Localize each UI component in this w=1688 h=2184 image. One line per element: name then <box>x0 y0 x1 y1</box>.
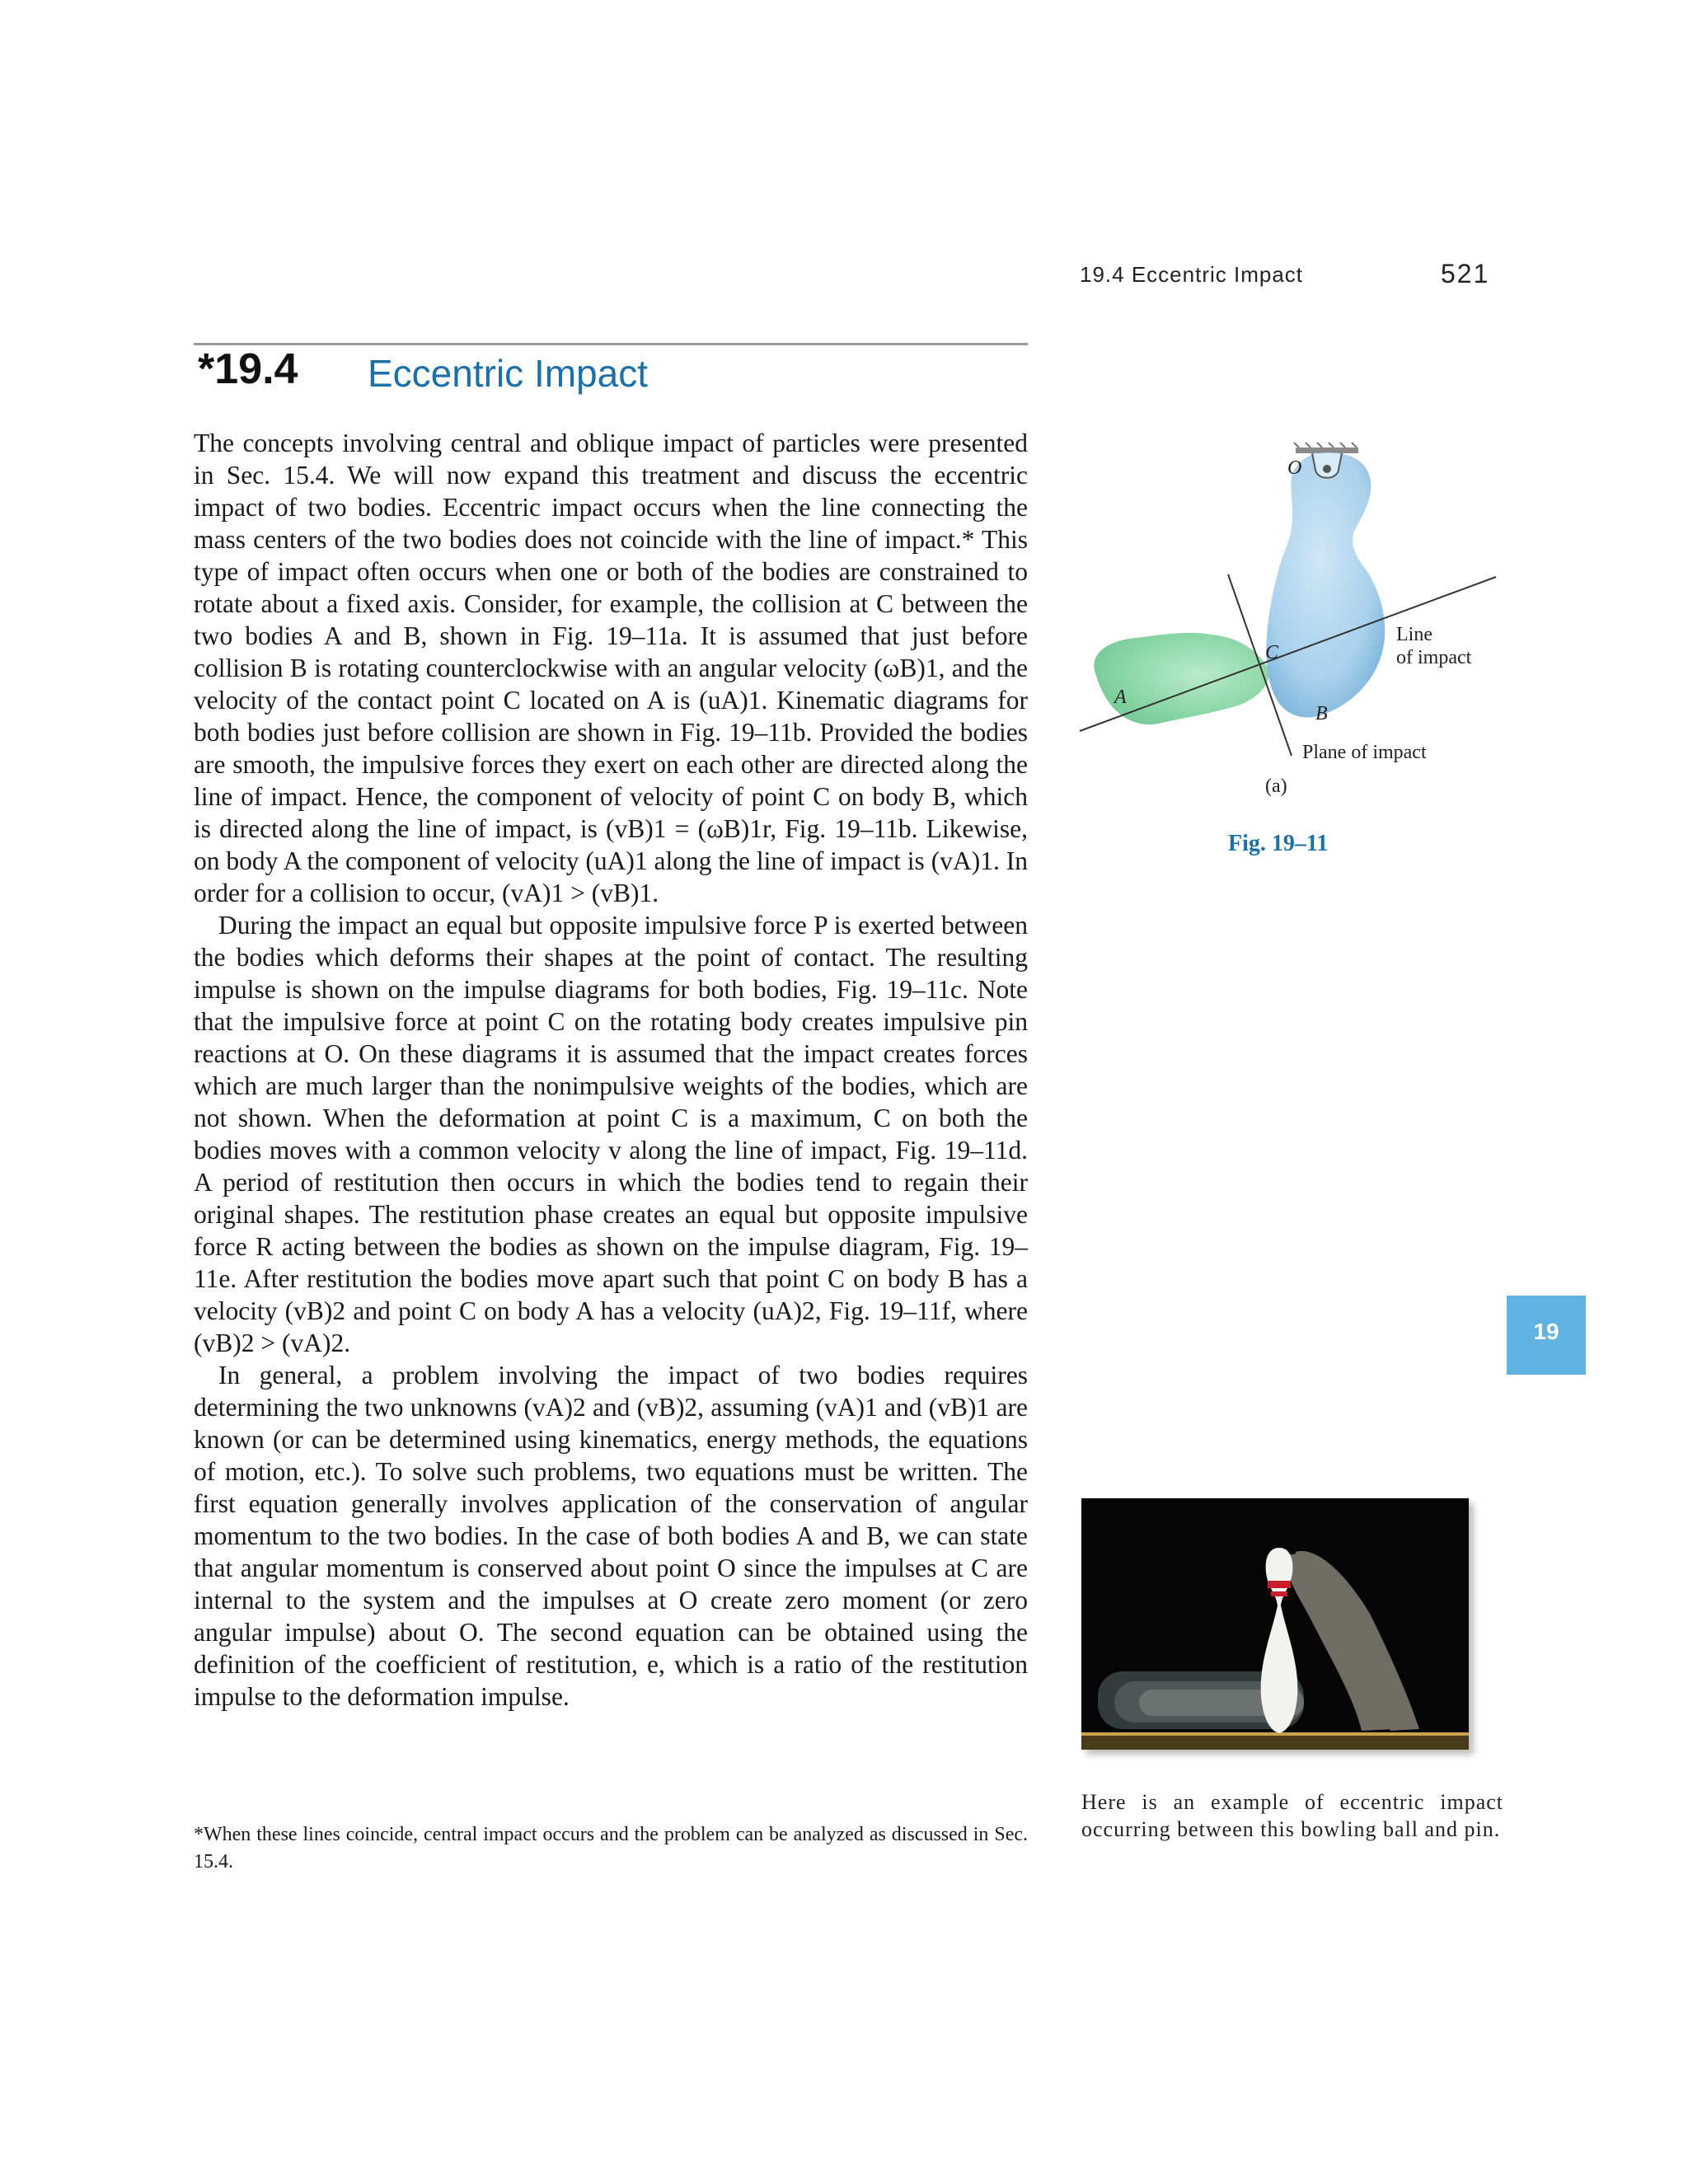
body-b-shape <box>1266 452 1385 718</box>
support-hatch <box>1294 443 1357 448</box>
figure-eccentric-impact <box>1071 433 1500 812</box>
photo-caption: Here is an example of eccentric impact occurring between this bowling ball and pin. <box>1081 1790 1503 1841</box>
body-a-shape <box>1094 633 1268 724</box>
page-number: 521 <box>1441 259 1490 288</box>
pin-circle <box>1323 465 1331 473</box>
bowling-photo <box>1081 1498 1469 1750</box>
label-line-of-impact-2: of impact <box>1396 647 1472 668</box>
paragraph-3: In general, a problem involving the impact of two bodies requires determining the two unknowns (vA)2 and (vB)2, assuming (vA)1 and (vB)1 are known (or can be determined using kinematics, energy methods, the equations of motion, etc.). To solve such problems, two equations must be written. The first equation generally involves application of the conservation of angular momentum to the two bodies. In the case of both bodies A and B, we can state that angular momentum is conserved about point O since the impulses at C are internal to the system and the impulses at O create zero moment (or zero angular impulse) about O. The second equation can be obtained using the definition of the coefficient of restitution, e, which is a ratio of the restitution impulse to the deformation impulse. <box>194 1361 1028 1711</box>
label-c: C <box>1265 642 1279 663</box>
label-a: A <box>1114 687 1127 708</box>
chapter-thumb-label: 19 <box>1533 1319 1559 1344</box>
pin-red-stripe <box>1268 1581 1291 1588</box>
paragraph-2: During the impact an equal but opposite impulsive force P is exerted between the bodies which deforms their shapes at the point of contact. The resulting impulse is shown on the impulse diagrams for both bodies, Fig. 19–11c. Note that the impulsive force at point C on the rotating body creates impulsive pin reactions at O. On these diagrams it is assumed that the impact creates forces which are much larger than the nonimpulsive weights of the bodies, which are not shown. When the deformation at point C is a maximum, C on both the bodies moves with a common velocity v along the line of impact, Fig. 19–11d. A period of restitution then occurs in which the bodies tend to regain their original shapes. The restitution phase creates an equal but opposite impulsive force R acting between the bodies as shown on the impulse diagram, Fig. 19–11e. After restitution the bodies move apart such that point C on body B has a velocity (vB)2 and point C on body A has a velocity (uA)2, Fig. 19–11f, where (vB)2 > (vA)2. <box>194 911 1028 1357</box>
pin-support <box>1296 448 1358 453</box>
section-rule <box>194 343 1028 345</box>
running-head: 19.4 Eccentric Impact <box>1080 262 1303 287</box>
label-o: O <box>1287 457 1302 479</box>
label-plane-of-impact: Plane of impact <box>1302 742 1427 763</box>
section-number: *19.4 <box>198 345 298 393</box>
chapter-thumb-tab <box>1507 1296 1586 1375</box>
bowling-photo-art <box>1081 1498 1469 1750</box>
pin-red-stripe-2 <box>1271 1591 1287 1596</box>
body-text <box>194 427 1028 1713</box>
figure-caption: Fig. 19–11 <box>1228 831 1329 856</box>
label-line-of-impact-1: Line <box>1396 624 1432 645</box>
section-title: Eccentric Impact <box>368 352 648 395</box>
label-sub-a: (a) <box>1265 776 1287 797</box>
footnote: *When these lines coincide, central impact occurs and the problem can be analyzed as discussed in Sec. 15.4. <box>194 1824 1028 1872</box>
label-b: B <box>1315 703 1328 724</box>
paragraph-1: The concepts involving central and oblique impact of particles were presented in Sec. 15.4. We will now expand this treatment and discuss the eccentric impact of two bodies. Eccentric impact occurs when the line connecting the mass centers of the two bodies does not coincide with the line of impact.* This type of impact often occurs when one or both of the bodies are constrained to rotate about a fixed axis. Consider, for example, the collision at C between the two bodies A and B, shown in Fig. 19–11a. It is assumed that just before collision B is rotating counterclockwise with an angular velocity (ωB)1, and the velocity of the contact point C located on A is (uA)1. Kinematic diagrams for both bodies just before collision are shown in Fig. 19–11b. Provided the bodies are smooth, the impulsive forces they exert on each other are directed along the line of impact. Hence, the component of velocity of point C on body B, which is directed along the line of impact, is (vB)1 = (ωB)1r, Fig. 19–11b. Likewise, on body A the component of velocity (uA)1 along the line of impact is (vA)1. In order for a collision to occur, (vA)1 > (vB)1. <box>194 429 1028 907</box>
